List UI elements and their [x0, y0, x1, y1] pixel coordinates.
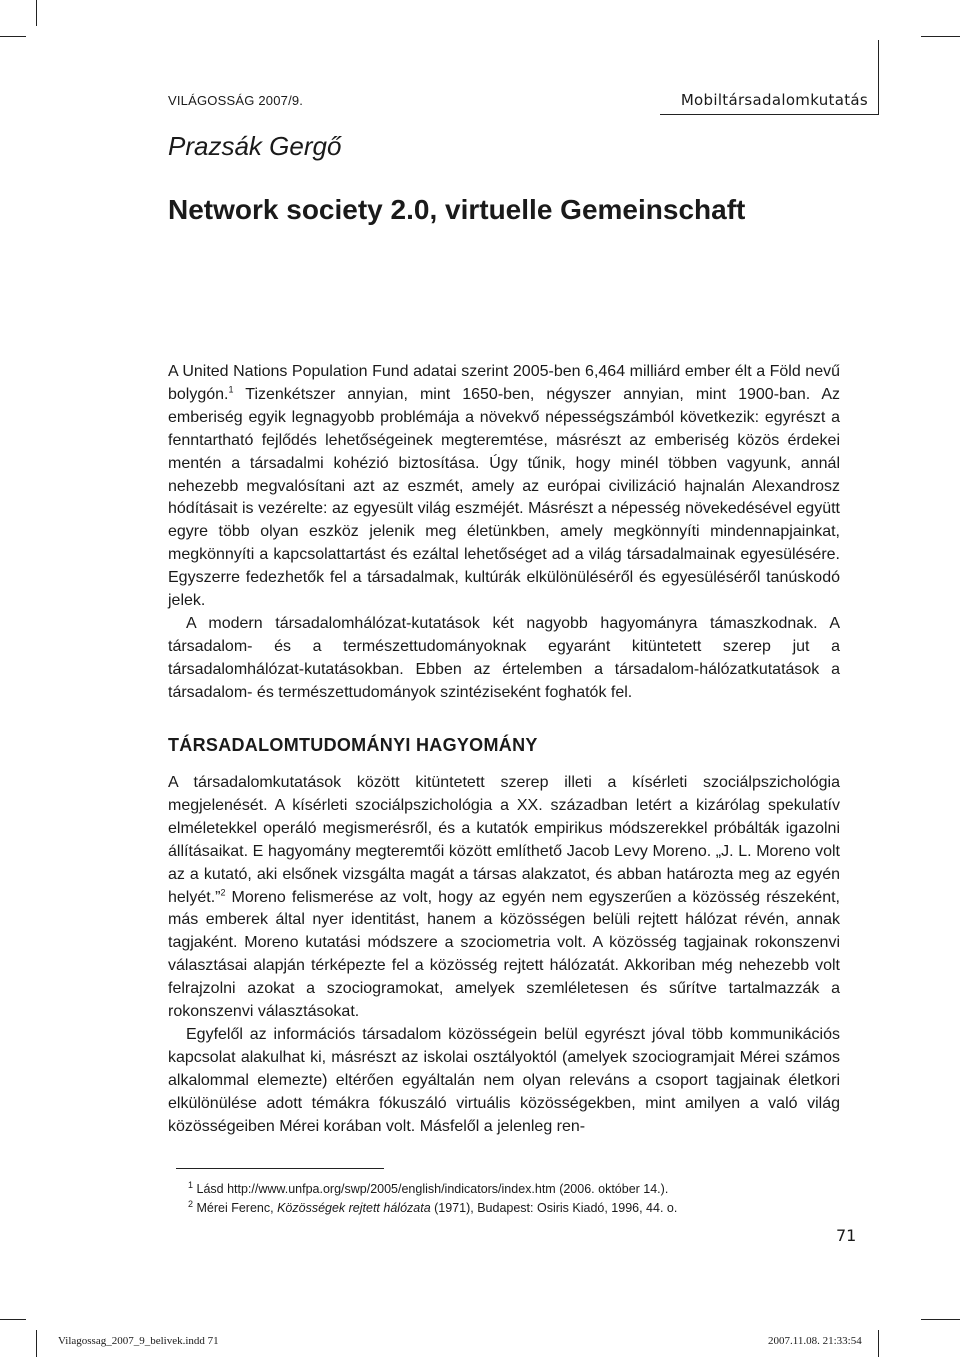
crop-mark-bottom-left — [0, 1319, 26, 1320]
footnote-2-book-title: Közösségek rejtett hálózata — [277, 1201, 431, 1215]
footnote-2-text-a: Mérei Ferenc, — [193, 1201, 278, 1215]
footnote-rule — [176, 1168, 384, 1169]
intro-paragraph-2: A modern társadalomhálózat-kutatások két nagyobb hagyományra támaszkodnak. A társadalom- és a természettudományoknak egyaránt kitüntetett szerep jut a társadalomhálózat-kutatásokban. Ebben az értelemben a társadalom-hálózatkutatások a társadalom- és természettudományok szintéziseként foghatók fel. — [168, 614, 840, 701]
page-number: 71 — [836, 1226, 857, 1245]
footnote-2-text-b: (1971), Budapest: Osiris Kiadó, 1996, 44. o. — [430, 1201, 678, 1215]
section-heading: TÁRSADALOMTUDOMÁNYI HAGYOMÁNY — [168, 735, 538, 755]
crop-mark-top-left-vertical — [36, 0, 37, 26]
crop-mark-bottom-left-vertical — [36, 1330, 37, 1357]
slug-filename: Vilagossag_2007_9_belivek.indd 71 — [58, 1335, 219, 1347]
footnote-ref-1[interactable]: 1 — [228, 384, 234, 395]
footnote-2 — [188, 1199, 677, 1218]
intro-p1-text-a: A United Nations Population Fund adatai szerint 2005-ben 6,464 milliárd ember élt a Föld nevű bolygón. — [168, 363, 840, 403]
section-p1-text-b: Moreno felismerése az volt, hogy az egyén nem egyszerűen a közösség részeként, más emberek által nyer identitást, hanem a közösségen belüli rejtett hálózat révén, annak tagjaként. Moreno kutatási módszere a szociometria volt. A közösség tagjainak rokonszenvi választásai alapján térképezte fel a közösség rejtett hálózatát. Akkoriban még nehezebb volt felrajzolni azokat a szociogramokat, amelyek szemléletesen és sűrítve tartalmazzák a rokonszenvi választásokat. — [168, 888, 840, 1021]
intro-body — [168, 361, 840, 705]
header-vertical-rule — [878, 40, 879, 115]
footnotes — [188, 1180, 677, 1218]
footnote-1 — [188, 1180, 677, 1199]
crop-mark-bottom-right-vertical — [878, 1330, 879, 1357]
section-paragraph-1 — [168, 772, 840, 1024]
footnote-1-text: Lásd http://www.unfpa.org/swp/2005/english/indicators/index.htm (2006. október 14.). — [193, 1182, 669, 1196]
section-paragraph-2: Egyfelől az információs társadalom közösségein belül egyrészt jóval több kommunikációs kapcsolat alakulhat ki, másrészt az iskolai osztályoktól (amelyek szociogramjait Mérei számos alkalommal elemezte) eltérően egyáltalán nem olyan releváns a csoport tagjainak életkori elkülönülése adott témákra fókuszáló virtuális közösségekben, mint amilyen a való világ közösségeiben Mérei korában volt. Másfelől a jelenleg ren- — [168, 1025, 840, 1135]
header-rule — [660, 114, 878, 115]
intro-paragraph-1 — [168, 361, 840, 613]
footnote-2-number: 2 — [188, 1198, 194, 1209]
section-body — [168, 772, 840, 1139]
slug-timestamp: 2007.11.08. 21:33:54 — [768, 1335, 862, 1347]
footnote-ref-2[interactable]: 2 — [220, 887, 226, 898]
section-p1-text-a: A társadalomkutatások között kitüntetett szerep illeti a kísérleti szociálpszichológia megjelenését. A kísérleti szociálpszichológia a XX. században letért a kizárólag spekulatív elméletekkel operáló megismerésről, és a kutatók empirikus módszerekkel próbálták igazolni állításaikat. E hagyomány megteremtői között említhető Jacob Levy Moreno. „J. L. Moreno volt az a kutató, aki elsőnek vizsgálta magát a társas alakzatot, és abban határozta meg az egyén helyét.” — [168, 774, 840, 906]
intro-p1-text-b: Tizenkétszer annyian, mint 1650-ben, négyszer annyian, mint 1900-ban. Az emberiség egyik legnagyobb problémája a növekvő népességszámból következik: egyrészt a fenntartható fejlődés lehetőségeinek megteremtése, másrészt az emberiség közös érdekei mentén a társadalmi kohézió biztosítása. Úgy tűnik, hogy minél többen vagyunk, annál nehezebb megvalósítani azt az eszmét, amely az európai civilizáció hajnalán Alexandrosz hódításait is vezérelte: az egyesült világ eszméjét. Másrészt a népesség növekedésével együtt egyre több olyan eszköz jelenik meg életünkben, amely megkönnyíti mindennapjainkat, megkönnyíti a kapcsolattartást és ezáltal lehetőséget ad a világ társadalmainak egyesülésére. Egyszerre fedezhetők fel a társadalmak, kultúrák elkülönüléséről és egyesüléséről tanúskodó jelek. — [168, 385, 840, 610]
running-header-journal: VILÁGOSSÁG 2007/9. — [168, 93, 304, 108]
crop-mark-top-right — [921, 36, 960, 37]
crop-mark-bottom-right — [921, 1319, 960, 1320]
article-title: Network society 2.0, virtuelle Gemeinschaft — [168, 194, 746, 225]
running-header-section: Mobiltársadalomkutatás — [680, 91, 868, 109]
footnote-1-number: 1 — [188, 1179, 194, 1190]
crop-mark-top-left — [0, 36, 26, 37]
article-author: Prazsák Gergő — [168, 131, 342, 161]
